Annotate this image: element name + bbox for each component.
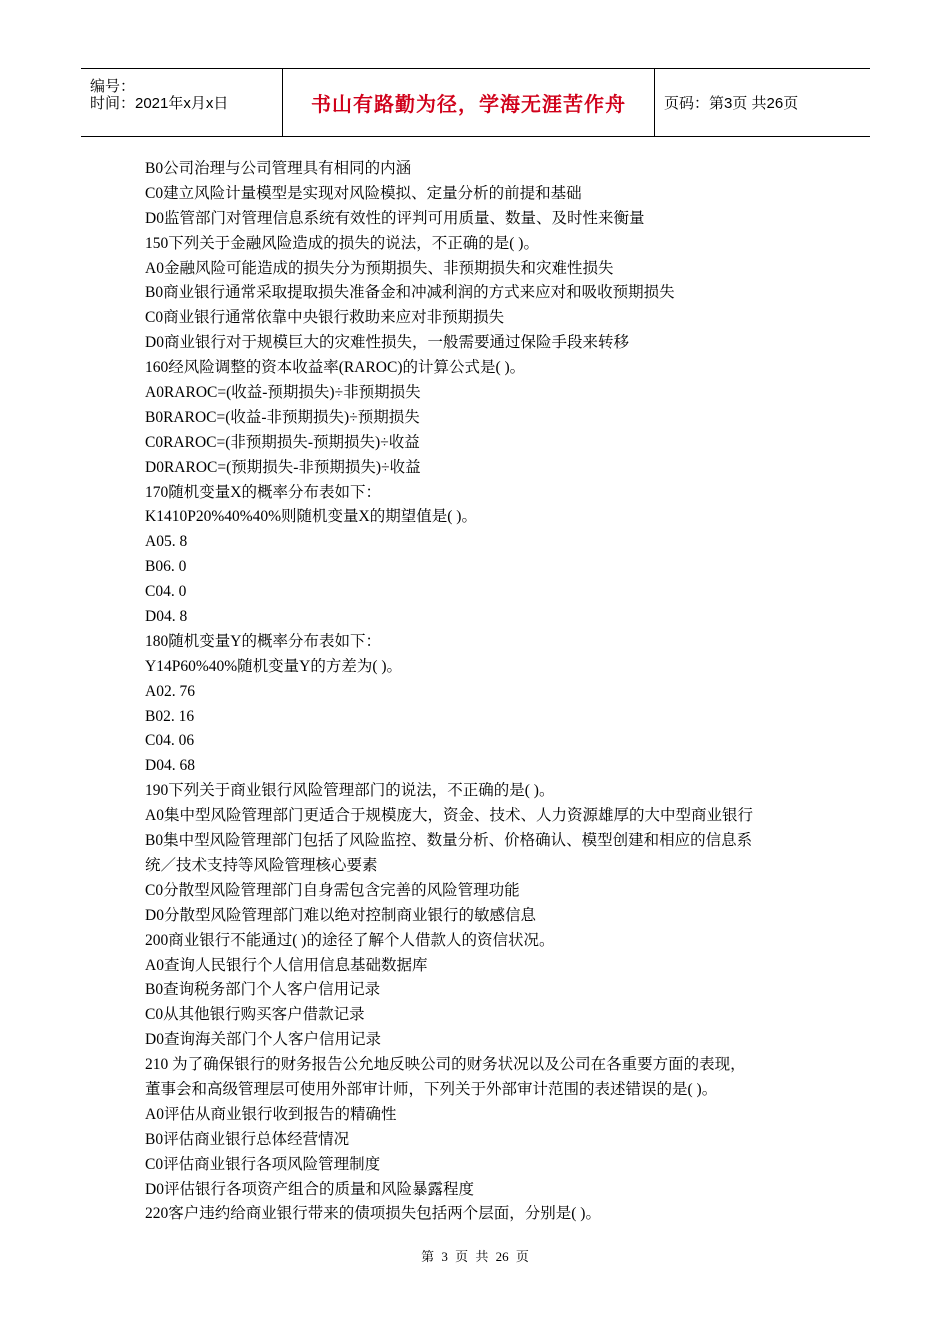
text-line: A0评估从商业银行收到报告的精确性 [145, 1105, 397, 1123]
document-time-label: 时间：2021年x月x日 [90, 95, 229, 112]
text-line: A05. 8 [145, 533, 188, 551]
page-footer: 第 3 页 共 26 页 [421, 1249, 529, 1264]
text-line: 200商业银行不能通过( )的途径了解个人借款人的资信状况。 [145, 931, 555, 949]
text-line: B02. 16 [145, 707, 195, 725]
header-page-cell [655, 69, 870, 136]
text-line: D04. 68 [145, 757, 195, 775]
text-line: C04. 0 [145, 583, 187, 601]
text-line: C0建立风险计量模型是实现对风险模拟、定量分析的前提和基础 [145, 184, 582, 202]
text-line: D0分散型风险管理部门难以绝对控制商业银行的敏感信息 [145, 906, 536, 924]
text-line: D0评估银行各项资产组合的质量和风险暴露程度 [145, 1180, 474, 1198]
header-motto: 书山有路勤为径，学海无涯苦作舟 [311, 92, 626, 116]
text-line: 180随机变量Y的概率分布表如下： [145, 632, 381, 650]
document-body [145, 157, 825, 1227]
text-line: Y14P60%40%随机变量Y的方差为( )。 [145, 657, 403, 675]
text-line: A0金融风险可能造成的损失分为预期损失、非预期损失和灾难性损失 [145, 259, 614, 277]
text-line: C04. 06 [145, 732, 195, 750]
text-line: 210 为了确保银行的财务报告公允地反映公司的财务状况以及公司在各重要方面的表现， [145, 1056, 746, 1074]
header-page-info: 页码：第3页 共26页 [664, 95, 799, 112]
text-line: K1410P20%40%40%则随机变量X的期望值是( )。 [145, 508, 477, 526]
text-line: D04. 8 [145, 608, 188, 626]
text-line: C0分散型风险管理部门自身需包含完善的风险管理功能 [145, 881, 520, 899]
text-line: 董事会和高级管理层可使用外部审计师，下列关于外部审计范围的表述错误的是( )。 [145, 1080, 718, 1098]
text-line: 220客户违约给商业银行带来的债项损失包括两个层面，分别是( )。 [145, 1205, 601, 1223]
text-line: 160经风险调整的资本收益率(RAROC)的计算公式是( )。 [145, 359, 526, 377]
text-line: D0监管部门对管理信息系统有效性的评判可用质量、数量、及时性来衡量 [145, 209, 645, 227]
header-motto-cell [283, 69, 655, 136]
text-line: A0查询人民银行个人信用信息基础数据库 [145, 956, 428, 974]
text-line: C0商业银行通常依靠中央银行救助来应对非预期损失 [145, 309, 505, 327]
text-line: C0从其他银行购买客户借款记录 [145, 1006, 365, 1024]
text-line: B0公司治理与公司管理具有相同的内涵 [145, 160, 412, 177]
header-meta-cell [81, 69, 283, 136]
text-line: B0评估商业银行总体经营情况 [145, 1130, 350, 1148]
text-line: 190下列关于商业银行风险管理部门的说法，不正确的是( )。 [145, 782, 555, 800]
page-header [81, 68, 870, 137]
text-line: A0集中型风险管理部门更适合于规模庞大，资金、技术、人力资源雄厚的大中型商业银行 [145, 807, 753, 825]
text-line: C0评估商业银行各项风险管理制度 [145, 1155, 381, 1173]
text-line: B0查询税务部门个人客户信用记录 [145, 981, 381, 999]
text-line: 170随机变量X的概率分布表如下： [145, 483, 381, 501]
text-line: B0RAROC=(收益-非预期损失)÷预期损失 [145, 408, 420, 426]
text-line: D0商业银行对于规模巨大的灾难性损失，一般需要通过保险手段来转移 [145, 334, 629, 352]
text-line: B06. 0 [145, 558, 187, 576]
text-line: 150下列关于金融风险造成的损失的说法，不正确的是( )。 [145, 234, 539, 252]
text-line: C0RAROC=(非预期损失-预期损失)÷收益 [145, 433, 420, 451]
text-line: 统／技术支持等风险管理核心要素 [145, 856, 378, 874]
document-number-label: 编号： [90, 78, 136, 95]
text-line: D0RAROC=(预期损失-非预期损失)÷收益 [145, 458, 421, 476]
text-line: B0集中型风险管理部门包括了风险监控、数量分析、价格确认、模型创建和相应的信息系 [145, 832, 753, 850]
text-line: A0RAROC=(收益-预期损失)÷非预期损失 [145, 384, 421, 402]
text-line: B0商业银行通常采取提取损失准备金和冲减利润的方式来应对和吸收预期损失 [145, 284, 675, 302]
text-line: D0查询海关部门个人客户信用记录 [145, 1031, 381, 1049]
text-line: A02. 76 [145, 682, 195, 700]
